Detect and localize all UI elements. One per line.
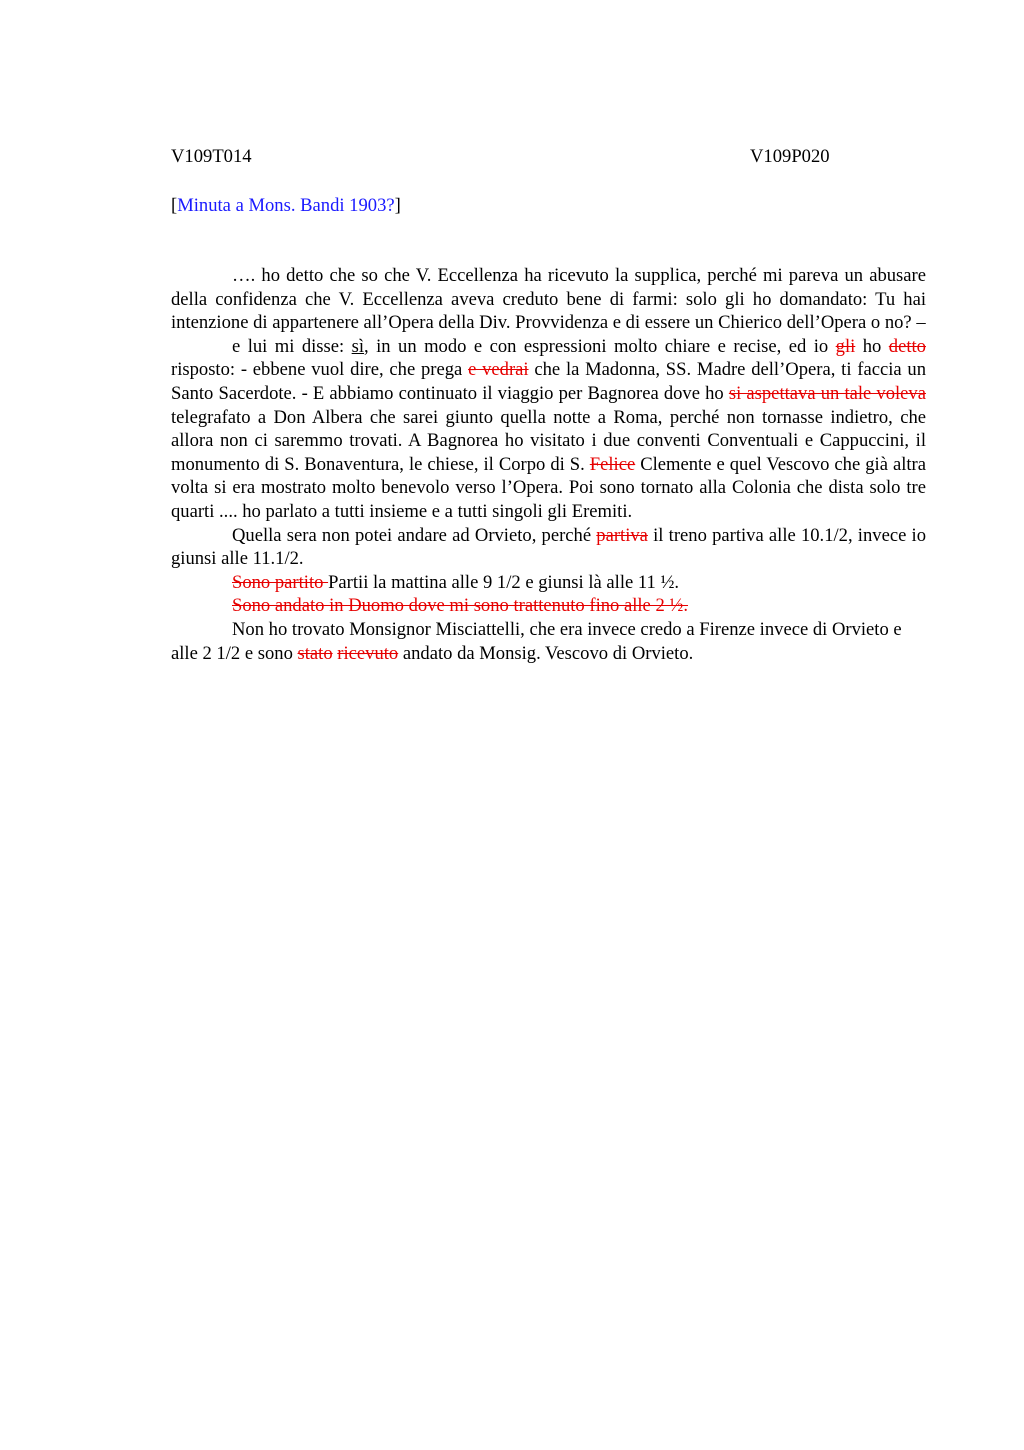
deleted-text: Sono partito [232,571,329,593]
text-segment: risposto: - ebbene vuol dire, che prega [171,359,469,381]
header-row [171,145,926,169]
deleted-text: Felice [589,453,636,475]
title-text: Minuta a Mons. Bandi 1903? [177,195,395,216]
deleted-text: detto [888,335,926,357]
underlined-text: sì [351,335,365,357]
document-title [171,194,926,218]
text-segment: Non ho trovato Monsignor Misciattelli, che era invece credo a Firenze invece di Orvieto e alle 2 1/2 e sono [171,618,902,664]
text-segment: andato da Monsig. Vescovo di Orvieto. [398,642,694,664]
document-code-left: V109T014 [171,146,252,167]
paragraph-p5 [171,594,926,618]
text-segment: Clemente e quel Vescovo che già altra volta si era mostrato molto benevolo verso l’Opera. Poi sono tornato alla Colonia che dista solo tre quarti .... ho parlato a tutti insieme e a tutti singoli gli Eremiti. [171,453,926,522]
paragraph-p1 [171,264,926,335]
paragraph-p6 [171,618,926,665]
paragraph-p2 [171,335,926,524]
title-open-bracket: [ [171,195,178,216]
deleted-text: stato [297,642,333,664]
text-segment: Quella sera non potei andare ad Orvieto, perché [232,524,597,546]
document-code-right: V109P020 [750,146,830,167]
text-segment: che la Madonna, SS. Madre dell’Opera, ti faccia un Santo Sacerdote. - E abbiamo continuato il viaggio per Bagnorea dove ho [171,359,927,404]
deleted-text: ricevuto [337,642,399,664]
document-page [171,145,926,665]
text-segment: …. ho detto che so che V. Eccellenza ha ricevuto la supplica, perché mi pareva un abusare della confidenza che V. Eccellenza aveva creduto bene di farmi: solo gli ho domandato: Tu hai intenzione di appartenere all’Opera della Div. Provvidenza e di essere un Chierico dell’Opera o no? – [171,265,926,334]
text-segment: e lui mi disse: [232,335,352,357]
text-segment: Partii la mattina alle 9 1/2 e giunsi là alle 11 ½. [328,571,680,593]
deleted-text: e vedrai [468,359,529,381]
text-segment: , in un modo e con espressioni molto chiare e recise, ed io [364,335,836,357]
title-close-bracket: ] [394,195,401,216]
deleted-text: gli [835,335,856,357]
text-segment: telegrafato a Don Albera che sarei giunto quella notte a Roma, perché non tornasse indietro, che allora non ci saremmo trovati. A Bagnorea ho visitato i due conventi Conventuali e Cappuccini, il monumento di S. Bonaventura, le chiese, il Corpo di S. [171,406,926,475]
deleted-text: Sono andato in Duomo dove mi sono trattenuto fino alle 2 ½. [232,595,689,617]
deleted-text: si aspettava un tale voleva [728,382,926,404]
document-body [171,264,926,665]
paragraph-p3 [171,524,926,571]
paragraph-p4 [171,571,926,595]
text-segment: il treno partiva alle 10.1/2, invece io giunsi alle 11.1/2. [171,524,926,570]
deleted-text: partiva [596,524,648,546]
text-segment: ho [855,335,889,357]
